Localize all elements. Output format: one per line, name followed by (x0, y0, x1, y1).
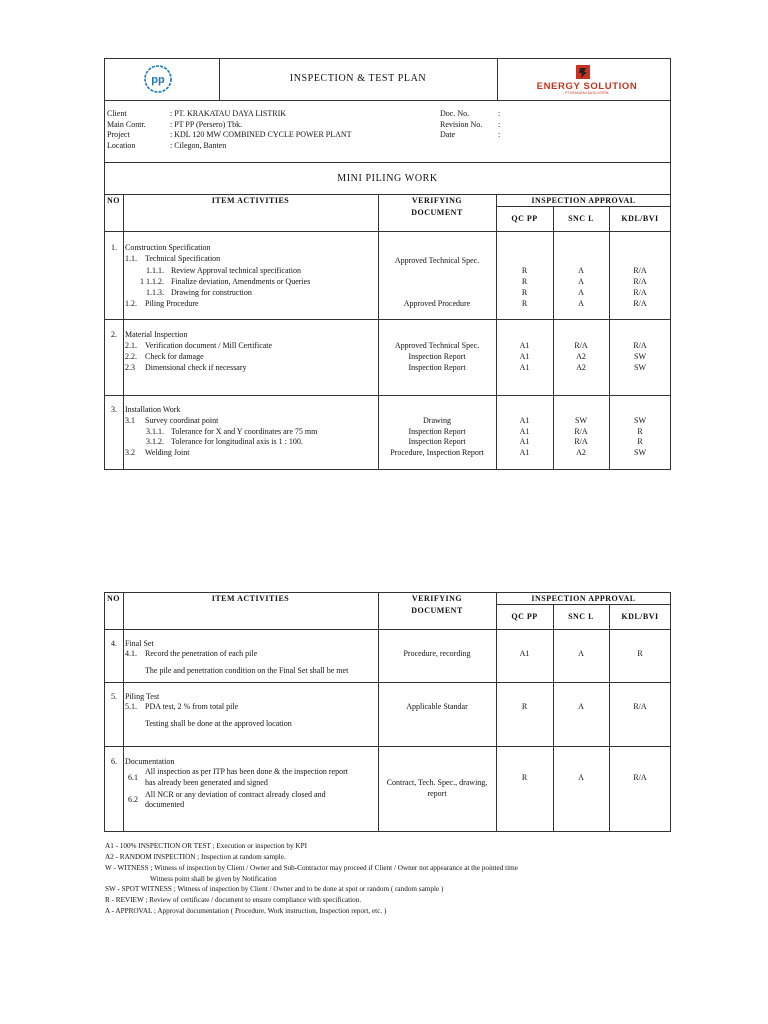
kdl-value: R/A (633, 341, 647, 350)
kdl-value: R/A (633, 277, 647, 286)
col-header-approval: INSPECTION APPROVAL (531, 594, 636, 603)
section-title: MINI PILING WORK (337, 173, 438, 184)
date-colon: : (498, 130, 501, 139)
col-header-snc: SNC L (568, 612, 594, 621)
kdl-value: SW (634, 363, 646, 372)
kdl-value: SW (634, 448, 646, 457)
sub-item-text: documented (145, 800, 185, 809)
kdl-value: SW (634, 352, 646, 361)
sub-item-number: 6.1 (128, 773, 138, 782)
main-contractor-label: Main Contr. (107, 120, 146, 129)
sub-item-number: 4.1. (125, 649, 137, 658)
item-title: Installation Work (125, 405, 181, 414)
date-label: Date (440, 130, 456, 139)
col-header-verifying: VERIFYING (411, 196, 463, 205)
qc-value: A1 (519, 649, 530, 658)
col-header-verifying: VERIFYING (411, 594, 463, 603)
sub-item-number: 6.2 (128, 795, 138, 804)
col-header-document: DOCUMENT (411, 208, 463, 217)
qc-value: R (521, 299, 528, 308)
sub-item-prefix: 1 (140, 277, 144, 286)
sub-item-number: 2.3 (125, 363, 135, 372)
client-value: : PT. KRAKATAU DAYA LISTRIK (170, 109, 287, 118)
divider (497, 58, 498, 100)
col-header-qc: QC PP (511, 214, 538, 223)
divider (104, 231, 671, 232)
divider (496, 206, 671, 207)
snc-value: R/A (574, 341, 588, 350)
sub-item-text: Tolerance for X and Y coordinates are 75 mm (171, 427, 318, 436)
snc-value: A2 (576, 352, 586, 361)
energy-logo-text: ENERGY SOLUTION (536, 81, 638, 92)
divider (104, 100, 671, 101)
divider (104, 319, 671, 320)
col-header-approval: INSPECTION APPROVAL (531, 196, 636, 205)
snc-value: R/A (574, 427, 588, 436)
kdl-value: R/A (633, 266, 647, 275)
item-no: 3. (111, 405, 117, 414)
divider (104, 682, 671, 683)
verifying-document: Inspection Report (408, 427, 466, 436)
divider (104, 194, 671, 195)
verifying-document: Inspection Report (408, 437, 466, 446)
snc-value: A (578, 773, 584, 782)
sub-item-text: has already been generated and signed (145, 778, 268, 787)
legend-line: R - REVIEW ; Review of certificate / document to ensure compliance with specification. (105, 896, 362, 904)
sub-item-text: Finalize deviation, Amendments or Queries (171, 277, 311, 286)
snc-value: A (578, 288, 584, 297)
sub-item-text: Technical Specification (145, 254, 221, 263)
item-no: 5. (111, 692, 117, 701)
qc-value: A1 (519, 352, 530, 361)
client-label: Client (107, 109, 127, 118)
sub-item-text: Survey coordinat point (145, 416, 219, 425)
verifying-document: Inspection Report (408, 363, 466, 372)
legend-line: W - WITNESS ; Witness of inspection by Client / Owner and Sub-Contractor may proceed if Client / Owner not appearance at the pointed time (105, 864, 518, 872)
item-no: 1. (111, 243, 117, 252)
sub-item-number: 1.1. (125, 254, 137, 263)
verifying-document: Contract, Tech. Spec., drawing, (386, 778, 488, 787)
qc-value: R (521, 266, 528, 275)
sub-item-number: 1.1.1. (146, 266, 164, 275)
kdl-value: SW (634, 416, 646, 425)
legend-line: A1 - 100% INSPECTION OR TEST ; Execution or inspection by KPI (105, 842, 307, 850)
verifying-document: Procedure, Inspection Report (390, 448, 484, 457)
doc-no-colon: : (498, 109, 501, 118)
divider (104, 629, 671, 630)
item-title: Material Inspection (125, 330, 188, 339)
legend-line: Witness point shall be given by Notification (150, 875, 277, 883)
item-no: 6. (111, 757, 117, 766)
sub-item-number: 5.1. (125, 702, 137, 711)
col-header-snc: SNC L (568, 214, 594, 223)
item-title: Documentation (125, 757, 175, 766)
item-title: Construction Specification (125, 243, 211, 252)
kdl-value: R/A (633, 702, 647, 711)
item-no: 4. (111, 639, 117, 648)
kdl-value: R/A (633, 773, 647, 782)
verifying-document: report (427, 789, 447, 798)
main-contractor-value: : PT PP (Persero) Tbk. (170, 120, 243, 129)
sub-item-text: Tolerance for longitudinal axis is 1 : 100. (171, 437, 303, 446)
divider (104, 746, 671, 747)
project-label: Project (107, 130, 130, 139)
kdl-value: R/A (633, 299, 647, 308)
snc-value: A (578, 299, 584, 308)
snc-value: R/A (574, 437, 588, 446)
verifying-document: Procedure, recording (403, 649, 471, 658)
kdl-value: R (637, 437, 643, 446)
verifying-document: Approved Procedure (403, 299, 471, 308)
verifying-document: Applicable Standar (406, 702, 468, 711)
snc-value: A (578, 702, 584, 711)
sub-item-text: Dimensional check if necessary (145, 363, 247, 372)
sub-item-number: 1.1.2. (146, 277, 164, 286)
sub-item-text: Review Approval technical specification (171, 266, 301, 275)
sub-item-number: 3.2 (125, 448, 135, 457)
qc-value: A1 (519, 427, 530, 436)
pp-logo-text: pp (151, 74, 165, 86)
qc-value: A1 (519, 437, 530, 446)
divider (123, 194, 124, 470)
snc-value: A (578, 266, 584, 275)
document-title: INSPECTION & TEST PLAN (289, 73, 427, 84)
energy-logo-subtext: PT KRAKATAU DAYA LISTRIK (565, 91, 609, 95)
energy-solution-logo (524, 63, 650, 95)
col-header-activities: ITEM ACTIVITIES (211, 196, 290, 205)
verifying-document: Approved Technical Spec. (394, 341, 480, 350)
col-header-no: NO (107, 594, 120, 603)
snc-value: A2 (576, 363, 586, 372)
sub-item-text: Welding Joint (145, 448, 190, 457)
col-header-activities: ITEM ACTIVITIES (211, 594, 290, 603)
sub-item-text: Drawing for construction (171, 288, 252, 297)
item-title: Piling Test (125, 692, 160, 701)
col-header-document: DOCUMENT (411, 606, 463, 615)
snc-value: A (578, 649, 584, 658)
col-header-kdl: KDL/BVI (621, 214, 659, 223)
sub-item-number: 1.2. (125, 299, 137, 308)
divider (104, 162, 671, 163)
kdl-value: R/A (633, 288, 647, 297)
item-note: The pile and penetration condition on the Final Set shall be met (145, 666, 349, 675)
location-label: Location (107, 141, 136, 150)
revision-label: Revision No. (440, 120, 483, 129)
item-no: 2. (111, 330, 117, 339)
divider (123, 592, 124, 832)
pp-logo (143, 64, 173, 94)
sub-item-number: 1.1.3. (146, 288, 164, 297)
snc-value: A (578, 277, 584, 286)
divider (496, 604, 671, 605)
qc-value: A1 (519, 416, 530, 425)
sub-item-text: All inspection as per ITP has been done & the inspection report (145, 767, 348, 776)
divider (609, 604, 610, 832)
sub-item-text: Check for damage (145, 352, 204, 361)
sub-item-number: 3.1.1. (146, 427, 164, 436)
sub-item-text: Piling Procedure (145, 299, 199, 308)
snc-value: SW (575, 416, 587, 425)
col-header-no: NO (107, 196, 120, 205)
qc-value: R (521, 277, 528, 286)
doc-no-label: Doc. No. (440, 109, 470, 118)
sub-item-number: 2.1. (125, 341, 137, 350)
item-title: Final Set (125, 639, 154, 648)
sub-item-number: 2.2. (125, 352, 137, 361)
sub-item-number: 3.1.2. (146, 437, 164, 446)
divider (553, 604, 554, 832)
sub-item-text: All NCR or any deviation of contract already closed and (145, 790, 326, 799)
qc-value: R (521, 288, 528, 297)
sub-item-text: Verification document / Mill Certificate (145, 341, 273, 350)
revision-colon: : (498, 120, 501, 129)
item-note: Testing shall be done at the approved location (145, 719, 292, 728)
kdl-value: R (637, 649, 643, 658)
qc-value: A1 (519, 448, 530, 457)
project-value: : KDL 120 MW COMBINED CYCLE POWER PLANT (170, 130, 352, 139)
sub-item-text: PDA test, 2 % from total pile (145, 702, 239, 711)
verifying-document: Drawing (423, 416, 451, 425)
qc-value: A1 (519, 341, 530, 350)
sub-item-number: 3.1 (125, 416, 135, 425)
divider (104, 395, 671, 396)
kdl-value: R (637, 427, 643, 436)
legend-line: A2 - RANDOM INSPECTION ; Inspection at random sample. (105, 853, 286, 861)
col-header-kdl: KDL/BVI (621, 612, 659, 621)
col-header-qc: QC PP (511, 612, 538, 621)
qc-value: A1 (519, 363, 530, 372)
snc-value: A2 (576, 448, 586, 457)
legend-line: SW - SPOT WITNESS ; Witness of inspection by Client / Owner and to be done at spot or random ( random sample ) (105, 885, 444, 893)
qc-value: R (521, 702, 528, 711)
qc-value: R (521, 773, 528, 782)
location-value: : Cilegon, Banten (170, 141, 227, 150)
verifying-document: Inspection Report (408, 352, 466, 361)
sub-item-text: Record the penetration of each pile (145, 649, 258, 658)
verifying-document: Approved Technical Spec. (394, 256, 480, 265)
legend-line: A - APPROVAL ; Approval documentation ( Procedure, Work instruction, Inspection report, etc. ) (105, 907, 387, 915)
